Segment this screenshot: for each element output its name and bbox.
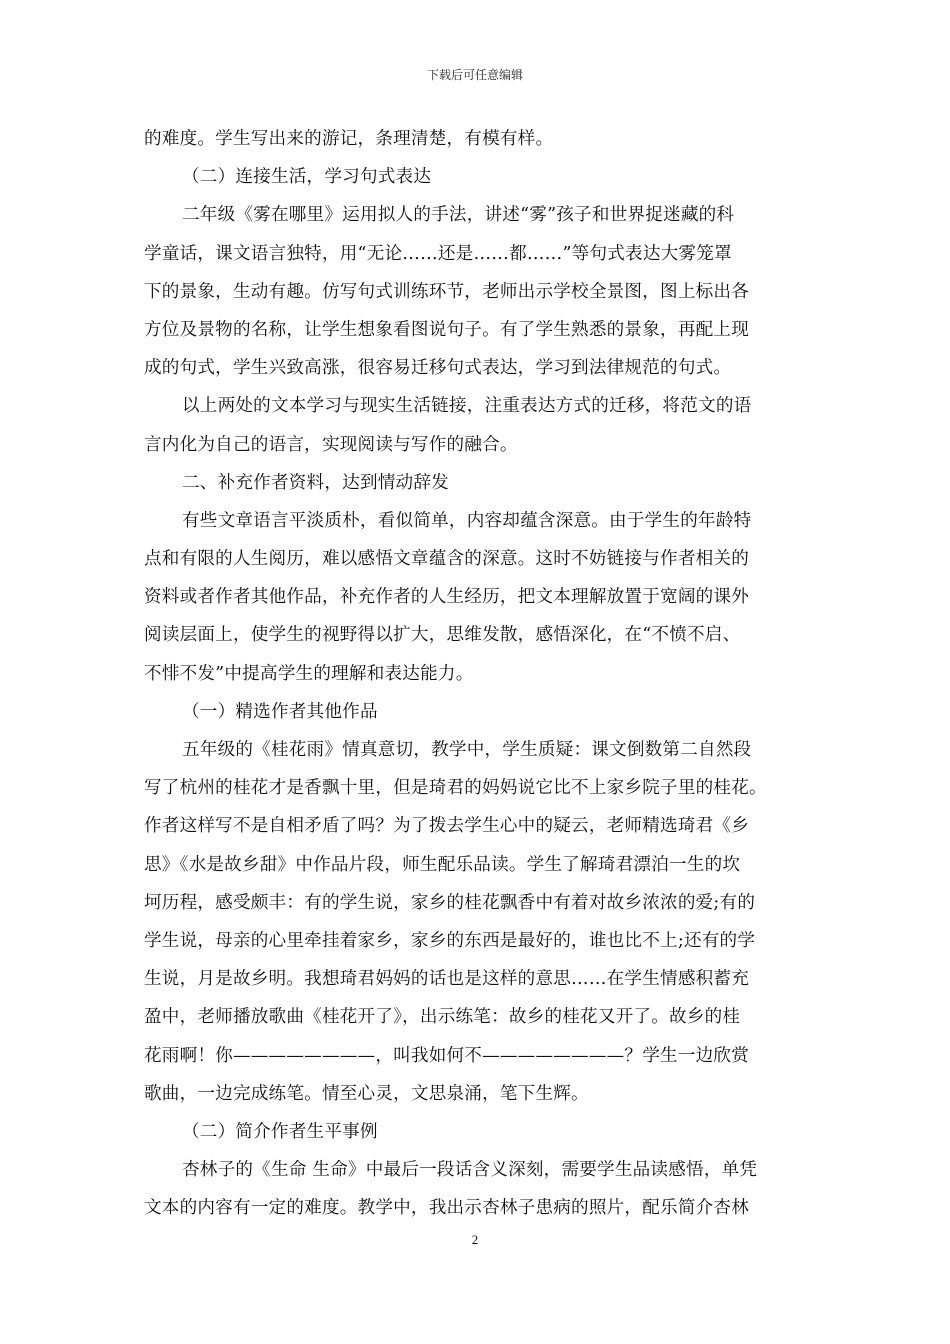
text-line: 作者这样写不是自相矛盾了吗？为了拨去学生心中的疑云，老师精选琦君《乡 — [144, 816, 749, 837]
text-line: 学生说，母亲的心里牵挂着家乡，家乡的东西是最好的，谁也比不上;还有的学 — [144, 930, 756, 951]
document-body — [144, 120, 806, 1227]
text-line: 杏林子的《生命 生命》中最后一段话含义深刻，需要学生品读感悟，单凭 — [182, 1160, 758, 1181]
text-line: 不悱不发”中提高学生的理解和表达能力。 — [144, 663, 474, 684]
text-line: 生说，月是故乡明。我想琦君妈妈的话也是这样的意思……在学生情感积蓄充 — [144, 969, 749, 990]
text-line: 有些文章语言平淡质朴，看似简单，内容却蕴含深意。由于学生的年龄特 — [182, 510, 752, 531]
section-heading: （一）精选作者其他作品 — [182, 701, 378, 722]
text-line: 成的句式，学生兴致高涨，很容易迁移句式表达，学习到法律规范的句式。 — [144, 358, 732, 379]
page-number: 2 — [471, 1232, 479, 1247]
text-line: 歌曲，一边完成练笔。情至心灵，文思泉涌，笔下生辉。 — [144, 1083, 589, 1104]
section-heading: （二）简介作者生平事例 — [182, 1121, 378, 1142]
text-line: 以上两处的文本学习与现实生活链接，注重表达方式的迁移，将范文的语 — [182, 396, 752, 417]
section-heading: 二、补充作者资料，达到情动辞发 — [182, 472, 449, 493]
text-line: 言内化为自己的语言，实现阅读与写作的融合。 — [144, 434, 518, 455]
text-line: 写了杭州的桂花才是香飘十里，但是琦君的妈妈说它比不上家乡院子里的桂花。 — [144, 778, 767, 799]
text-line: 下的景象，生动有趣。仿写句式训练环节，老师出示学校全景图，图上标出各 — [144, 281, 749, 302]
text-line: 思》《水是故乡甜》中作品片段，师生配乐品读。学生了解琦君漂泊一生的坎 — [144, 854, 741, 875]
page-header: 下载后可任意编辑 — [426, 68, 523, 82]
section-heading: （二）连接生活，学习句式表达 — [182, 167, 432, 188]
text-line: 阅读层面上，使学生的视野得以扩大，思维发散，感悟深化，在“不愤不启、 — [144, 625, 741, 646]
text-line: 文本的内容有一定的难度。教学中，我出示杏林子患病的照片，配乐简介杏林 — [144, 1198, 749, 1219]
text-line: 方位及景物的名称，让学生想象看图说句子。有了学生熟悉的景象，再配上现 — [144, 319, 749, 340]
text-line: 点和有限的人生阅历，难以感悟文章蕴含的深意。这时不妨链接与作者相关的 — [144, 549, 749, 570]
text-line: 盈中，老师播放歌曲《桂花开了》，出示练笔：故乡的桂花又开了。故乡的桂 — [144, 1007, 741, 1028]
text-line: 学童话，课文语言独特，用“无论……还是……都……”等句式表达大雾笼罩 — [144, 243, 732, 264]
text-line: 花雨啊！你————————，叫我如何不————————？学生一边欣赏 — [144, 1045, 749, 1066]
text-line: 资料或者作者其他作品，补充作者的人生经历，把文本理解放置于宽阔的课外 — [144, 587, 749, 608]
text-line: 五年级的《桂花雨》情真意切，教学中，学生质疑：课文倒数第二自然段 — [182, 740, 752, 760]
text-line: 的难度。学生写出来的游记，条理清楚，有模有样。 — [144, 129, 554, 149]
text-line: 坷历程，感受颇丰：有的学生说，家乡的桂花飘香中有着对故乡浓浓的爱;有的 — [144, 892, 756, 913]
text-line: 二年级《雾在哪里》运用拟人的手法，讲述“雾”孩子和世界捉迷藏的科 — [182, 205, 735, 226]
